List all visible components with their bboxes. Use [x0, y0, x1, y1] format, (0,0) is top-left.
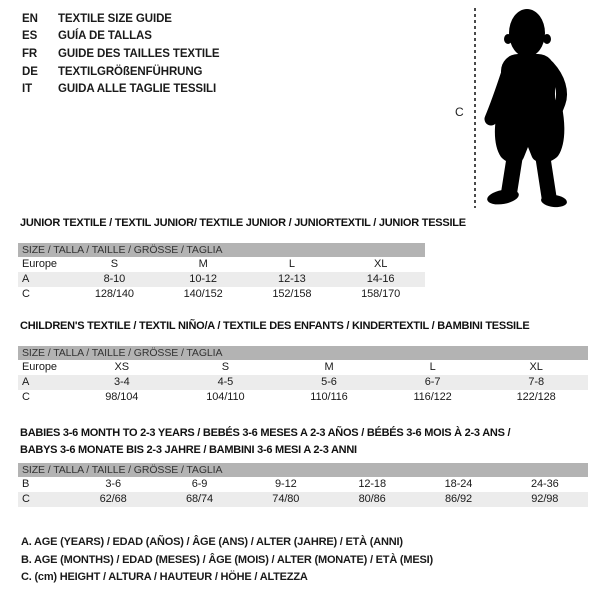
row-label: Europe [22, 361, 57, 373]
size-cell: 92/98 [531, 493, 559, 505]
row-label: A [22, 273, 30, 285]
footnote-age-months: B. AGE (MONTHS) / EDAD (MESES) / ÂGE (MOIS) / ALTER (MONATE) / ETÀ (MESI) [21, 553, 433, 566]
size-cell: 10-12 [189, 273, 217, 285]
junior-size-header-bar: SIZE / TALLA / TAILLE / GRÖSSE / TAGLIA [18, 243, 425, 257]
size-cell: 12-13 [278, 273, 306, 285]
language-row [22, 63, 220, 81]
size-cell: 3-6 [105, 478, 121, 490]
size-cell: 68/74 [185, 493, 213, 505]
size-cell: 8-10 [103, 273, 126, 285]
row-label: C [22, 288, 30, 300]
table-row [18, 492, 588, 507]
size-cell: 98/104 [105, 391, 139, 403]
height-measure-label: C [455, 105, 464, 119]
table-row [18, 360, 588, 375]
size-cell: L [429, 361, 436, 373]
size-cell: 74/80 [272, 493, 300, 505]
size-cell: 110/116 [310, 391, 348, 403]
size-cell: L [288, 258, 295, 270]
size-cell: 140/152 [183, 288, 223, 300]
language-row [22, 80, 220, 98]
language-code: IT [22, 83, 33, 96]
size-cell: 18-24 [444, 478, 473, 490]
size-cell: 4-5 [217, 376, 234, 388]
children-table-title: CHILDREN'S TEXTILE / TEXTIL NIÑO/A / TEXTILE DES ENFANTS / KINDERTEXTIL / BAMBINI TESSILE [20, 320, 530, 332]
language-title-list [22, 10, 220, 98]
language-row [22, 28, 220, 46]
junior-size-table [18, 257, 425, 302]
size-cell: 152/158 [272, 288, 312, 300]
table-row [18, 257, 425, 272]
children-size-table [18, 360, 588, 405]
size-cell: 9-12 [275, 478, 297, 490]
size-cell: 5-6 [321, 376, 337, 388]
language-title: GUIDA ALLE TAGLIE TESSILI [58, 83, 217, 96]
language-title: GUIDE DES TAILLES TEXTILE [58, 47, 220, 60]
row-label: A [22, 376, 30, 388]
language-row [22, 45, 220, 63]
size-cell: 3-4 [113, 376, 130, 388]
size-cell: 128/140 [94, 288, 134, 300]
language-code: FR [22, 47, 38, 60]
size-cell: XS [114, 361, 130, 373]
size-cell: 62/68 [99, 493, 127, 505]
footnote-height-cm: C. (cm) HEIGHT / ALTURA / HAUTEUR / HÖHE / ALTEZZA [21, 571, 308, 584]
table-row [18, 477, 588, 492]
junior-table-title: JUNIOR TEXTILE / TEXTIL JUNIOR/ TEXTILE JUNIOR / JUNIORTEXTIL / JUNIOR TESSILE [20, 217, 466, 229]
row-label: Europe [22, 258, 57, 270]
babies-size-header-bar: SIZE / TALLA / TAILLE / GRÖSSE / TAGLIA [18, 463, 588, 477]
size-cell: XL [529, 361, 543, 373]
footnote-legend [21, 534, 433, 587]
babies-table-title-line2: BABYS 3-6 MONATE BIS 2-3 JAHRE / BAMBINI 3-6 MESI A 2-3 ANNI [20, 444, 357, 456]
size-cell: 158/170 [361, 288, 401, 300]
table-row [18, 375, 588, 390]
row-label: C [22, 493, 30, 505]
babies-size-table [18, 477, 588, 507]
language-code: EN [22, 12, 38, 25]
language-code: ES [22, 30, 38, 43]
child-silhouette-icon [470, 0, 590, 220]
size-cell: XL [373, 258, 388, 270]
footnote-age-years: A. AGE (YEARS) / EDAD (AÑOS) / ÂGE (ANS) / ALTER (JAHRE) / ETÀ (ANNI) [21, 536, 403, 548]
row-label: C [22, 391, 30, 403]
size-cell: 80/86 [358, 493, 386, 505]
language-title: TEXTILE SIZE GUIDE [58, 12, 172, 25]
size-cell: 122/128 [516, 391, 556, 403]
size-cell: S [221, 361, 230, 373]
size-cell: M [324, 361, 334, 373]
language-code: DE [22, 65, 38, 78]
size-cell: 7-8 [528, 376, 544, 388]
size-cell: 12-18 [358, 478, 386, 490]
table-row [18, 287, 425, 302]
size-cell: 6-9 [191, 478, 208, 490]
size-cell: 14-16 [366, 273, 395, 285]
size-cell: 104/110 [206, 391, 245, 403]
table-row [18, 272, 425, 287]
size-cell: M [198, 258, 208, 270]
size-cell: 24-36 [530, 478, 559, 490]
children-size-header-bar: SIZE / TALLA / TAILLE / GRÖSSE / TAGLIA [18, 346, 588, 360]
language-row [22, 10, 220, 28]
row-label: B [22, 478, 30, 490]
size-cell: 116/122 [413, 391, 452, 403]
babies-table-title-line1: BABIES 3-6 MONTH TO 2-3 YEARS / BEBÉS 3-6 MESES A 2-3 AÑOS / BÉBÉS 3-6 MOIS À 2-3 ANS / [20, 427, 511, 439]
size-cell: 86/92 [444, 493, 472, 505]
language-title: GUÍA DE TALLAS [58, 30, 152, 43]
size-cell: S [110, 258, 118, 270]
table-row [18, 390, 588, 405]
language-title: TEXTILGRÖßENFÜHRUNG [58, 65, 203, 78]
size-cell: 6-7 [424, 376, 441, 388]
